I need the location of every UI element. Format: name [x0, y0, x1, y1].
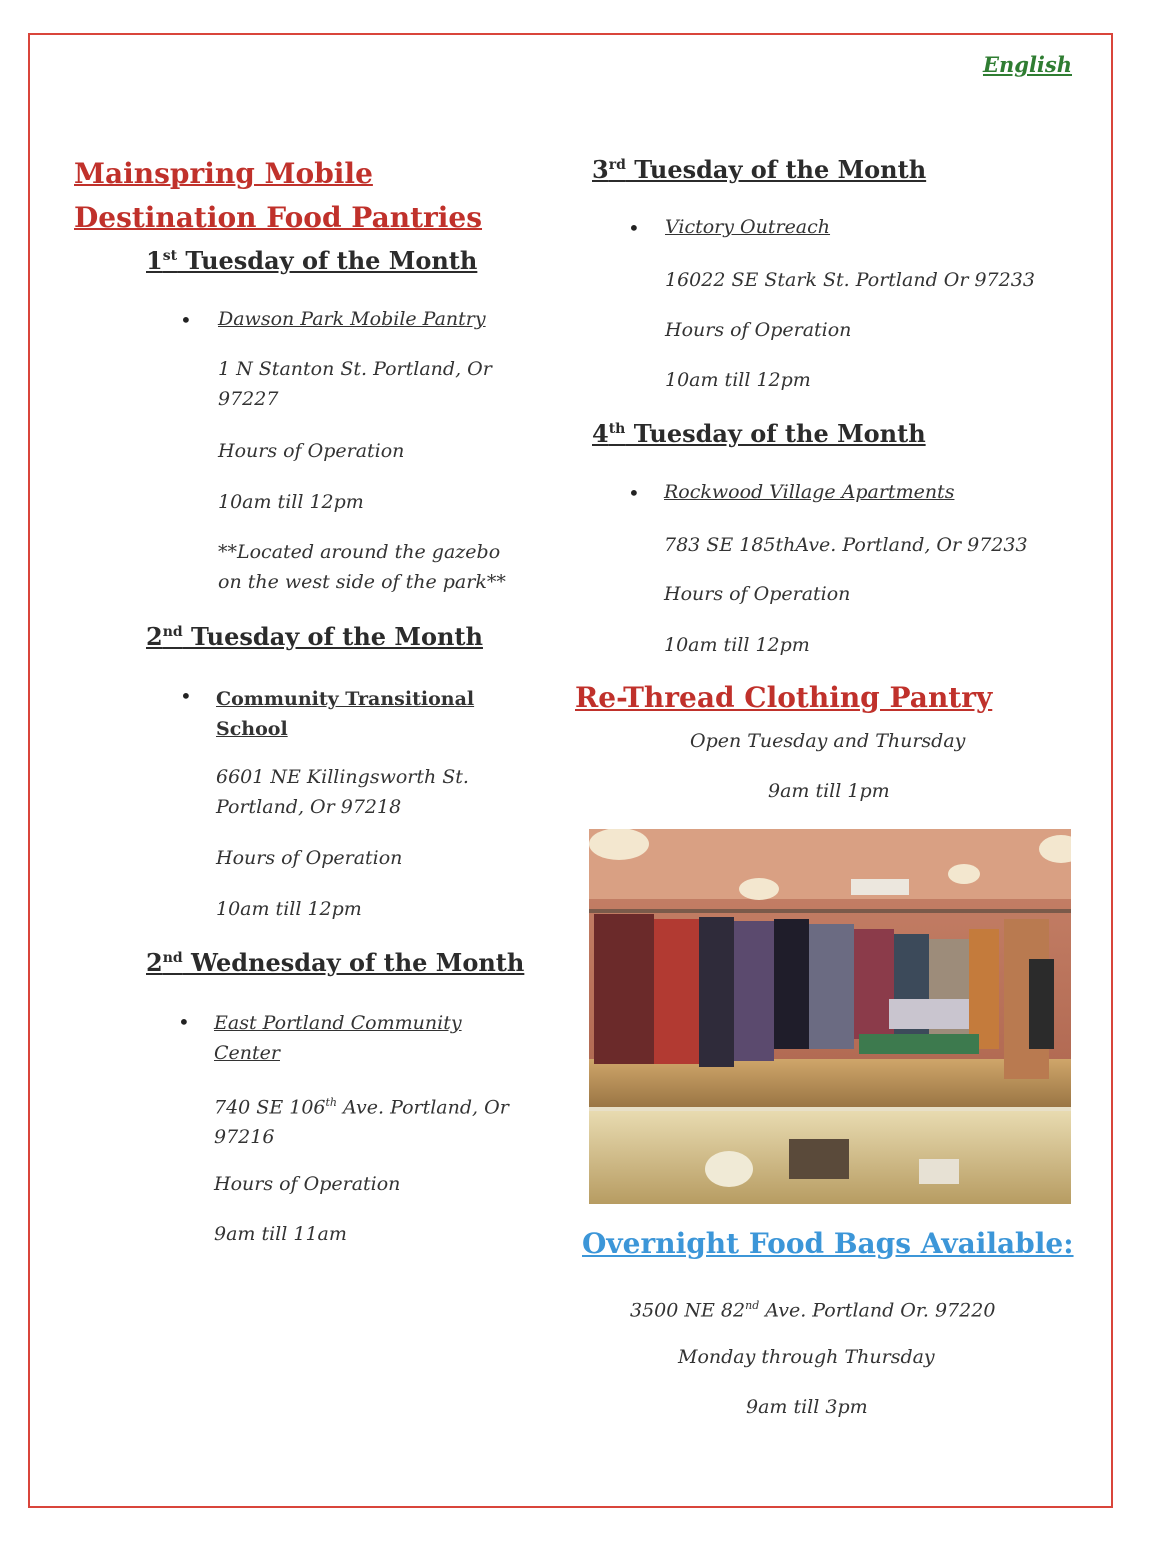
- bullet-icon: •: [178, 1010, 190, 1034]
- main-title-line1: Mainspring Mobile: [74, 157, 373, 190]
- address-line: 6601 NE Killingsworth St.: [216, 766, 469, 788]
- address-line: 1 N Stanton St. Portland, Or: [218, 358, 492, 380]
- note-line: **Located around the gazebo: [218, 541, 501, 563]
- overnight-hours: 9am till 3pm: [746, 1396, 868, 1418]
- day-heading-1st-tuesday: [146, 246, 477, 275]
- clothing-pantry-title: Re-Thread Clothing Pantry: [575, 681, 993, 714]
- address-part: 3500 NE 82: [630, 1299, 746, 1322]
- location-note: [218, 537, 506, 597]
- day-heading-4th-tuesday: [592, 419, 926, 448]
- bullet-icon: •: [628, 481, 640, 505]
- clothing-days: Open Tuesday and Thursday: [690, 730, 966, 752]
- hours-label: Hours of Operation: [218, 440, 405, 462]
- ordinal-number: 2: [146, 622, 163, 651]
- address-suffix: th: [325, 1096, 338, 1109]
- hours-value: 10am till 12pm: [218, 491, 364, 513]
- day-heading-text: Tuesday of the Month: [177, 246, 478, 275]
- hours-value: 10am till 12pm: [665, 369, 811, 391]
- bullet-icon: •: [180, 684, 192, 708]
- hours-label: Hours of Operation: [664, 583, 851, 605]
- hours-value: 10am till 12pm: [664, 634, 810, 656]
- location-name[interactable]: Dawson Park Mobile Pantry: [218, 308, 486, 330]
- address: [214, 1088, 509, 1152]
- bullet-icon: •: [628, 216, 640, 240]
- ordinal-number: 1: [146, 246, 163, 275]
- address-line: 97216: [214, 1126, 275, 1149]
- location-name[interactable]: Rockwood Village Apartments: [664, 481, 955, 503]
- ordinal-suffix: rd: [608, 157, 626, 173]
- ordinal-suffix: th: [608, 421, 626, 437]
- ordinal-number: 4: [592, 419, 609, 448]
- hours-label: Hours of Operation: [216, 847, 403, 869]
- address: [216, 762, 469, 822]
- overnight-food-bags-title: Overnight Food Bags Available:: [582, 1227, 1074, 1260]
- language-link[interactable]: English: [982, 52, 1072, 77]
- location-line: Center: [214, 1042, 280, 1064]
- address-part: Ave. Portland Or. 97220: [759, 1299, 996, 1322]
- address-suffix: nd: [745, 1299, 760, 1312]
- overnight-days: Monday through Thursday: [678, 1346, 935, 1368]
- ordinal-number: 2: [146, 948, 163, 977]
- day-heading-text: Wednesday of the Month: [182, 948, 525, 977]
- hours-label: Hours of Operation: [665, 319, 852, 341]
- location-line: East Portland Community: [214, 1012, 462, 1034]
- address-line: Portland, Or 97218: [216, 796, 402, 818]
- day-heading-text: Tuesday of the Month: [625, 419, 926, 448]
- hours-value: 10am till 12pm: [216, 898, 362, 920]
- clothing-pantry-photo: [589, 829, 1071, 1204]
- main-title: [74, 152, 482, 240]
- day-heading-text: Tuesday of the Month: [182, 622, 483, 651]
- hours-label: Hours of Operation: [214, 1173, 401, 1195]
- day-heading-text: Tuesday of the Month: [625, 155, 927, 184]
- ordinal-suffix: st: [162, 248, 178, 264]
- location-line: Community Transitional: [216, 688, 475, 710]
- address-part: Ave. Portland, Or: [337, 1096, 509, 1119]
- address: [218, 354, 492, 414]
- location-line: School: [216, 718, 288, 740]
- address: 783 SE 185thAve. Portland, Or 97233: [664, 534, 1028, 556]
- ordinal-suffix: nd: [162, 950, 183, 966]
- day-heading-2nd-tuesday: [146, 622, 483, 651]
- address-line: 97227: [218, 388, 279, 410]
- clothing-hours: 9am till 1pm: [768, 780, 890, 802]
- hours-value: 9am till 11am: [214, 1223, 347, 1245]
- note-line: on the west side of the park**: [218, 571, 506, 593]
- day-heading-2nd-wednesday: [146, 948, 524, 977]
- bullet-icon: •: [180, 308, 192, 332]
- ordinal-number: 3: [592, 155, 609, 184]
- main-title-line2: Destination Food Pantries: [74, 201, 483, 234]
- location-name[interactable]: [214, 1008, 462, 1068]
- location-name[interactable]: Victory Outreach: [665, 216, 831, 238]
- address: 16022 SE Stark St. Portland Or 97233: [665, 269, 1035, 291]
- address-line: [214, 1088, 509, 1122]
- overnight-address: [630, 1291, 995, 1325]
- clothing-store-illustration: [589, 829, 1071, 1204]
- location-name[interactable]: [216, 684, 474, 744]
- ordinal-suffix: nd: [162, 624, 183, 640]
- day-heading-3rd-tuesday: [592, 155, 926, 184]
- address-part: 740 SE 106: [214, 1096, 326, 1119]
